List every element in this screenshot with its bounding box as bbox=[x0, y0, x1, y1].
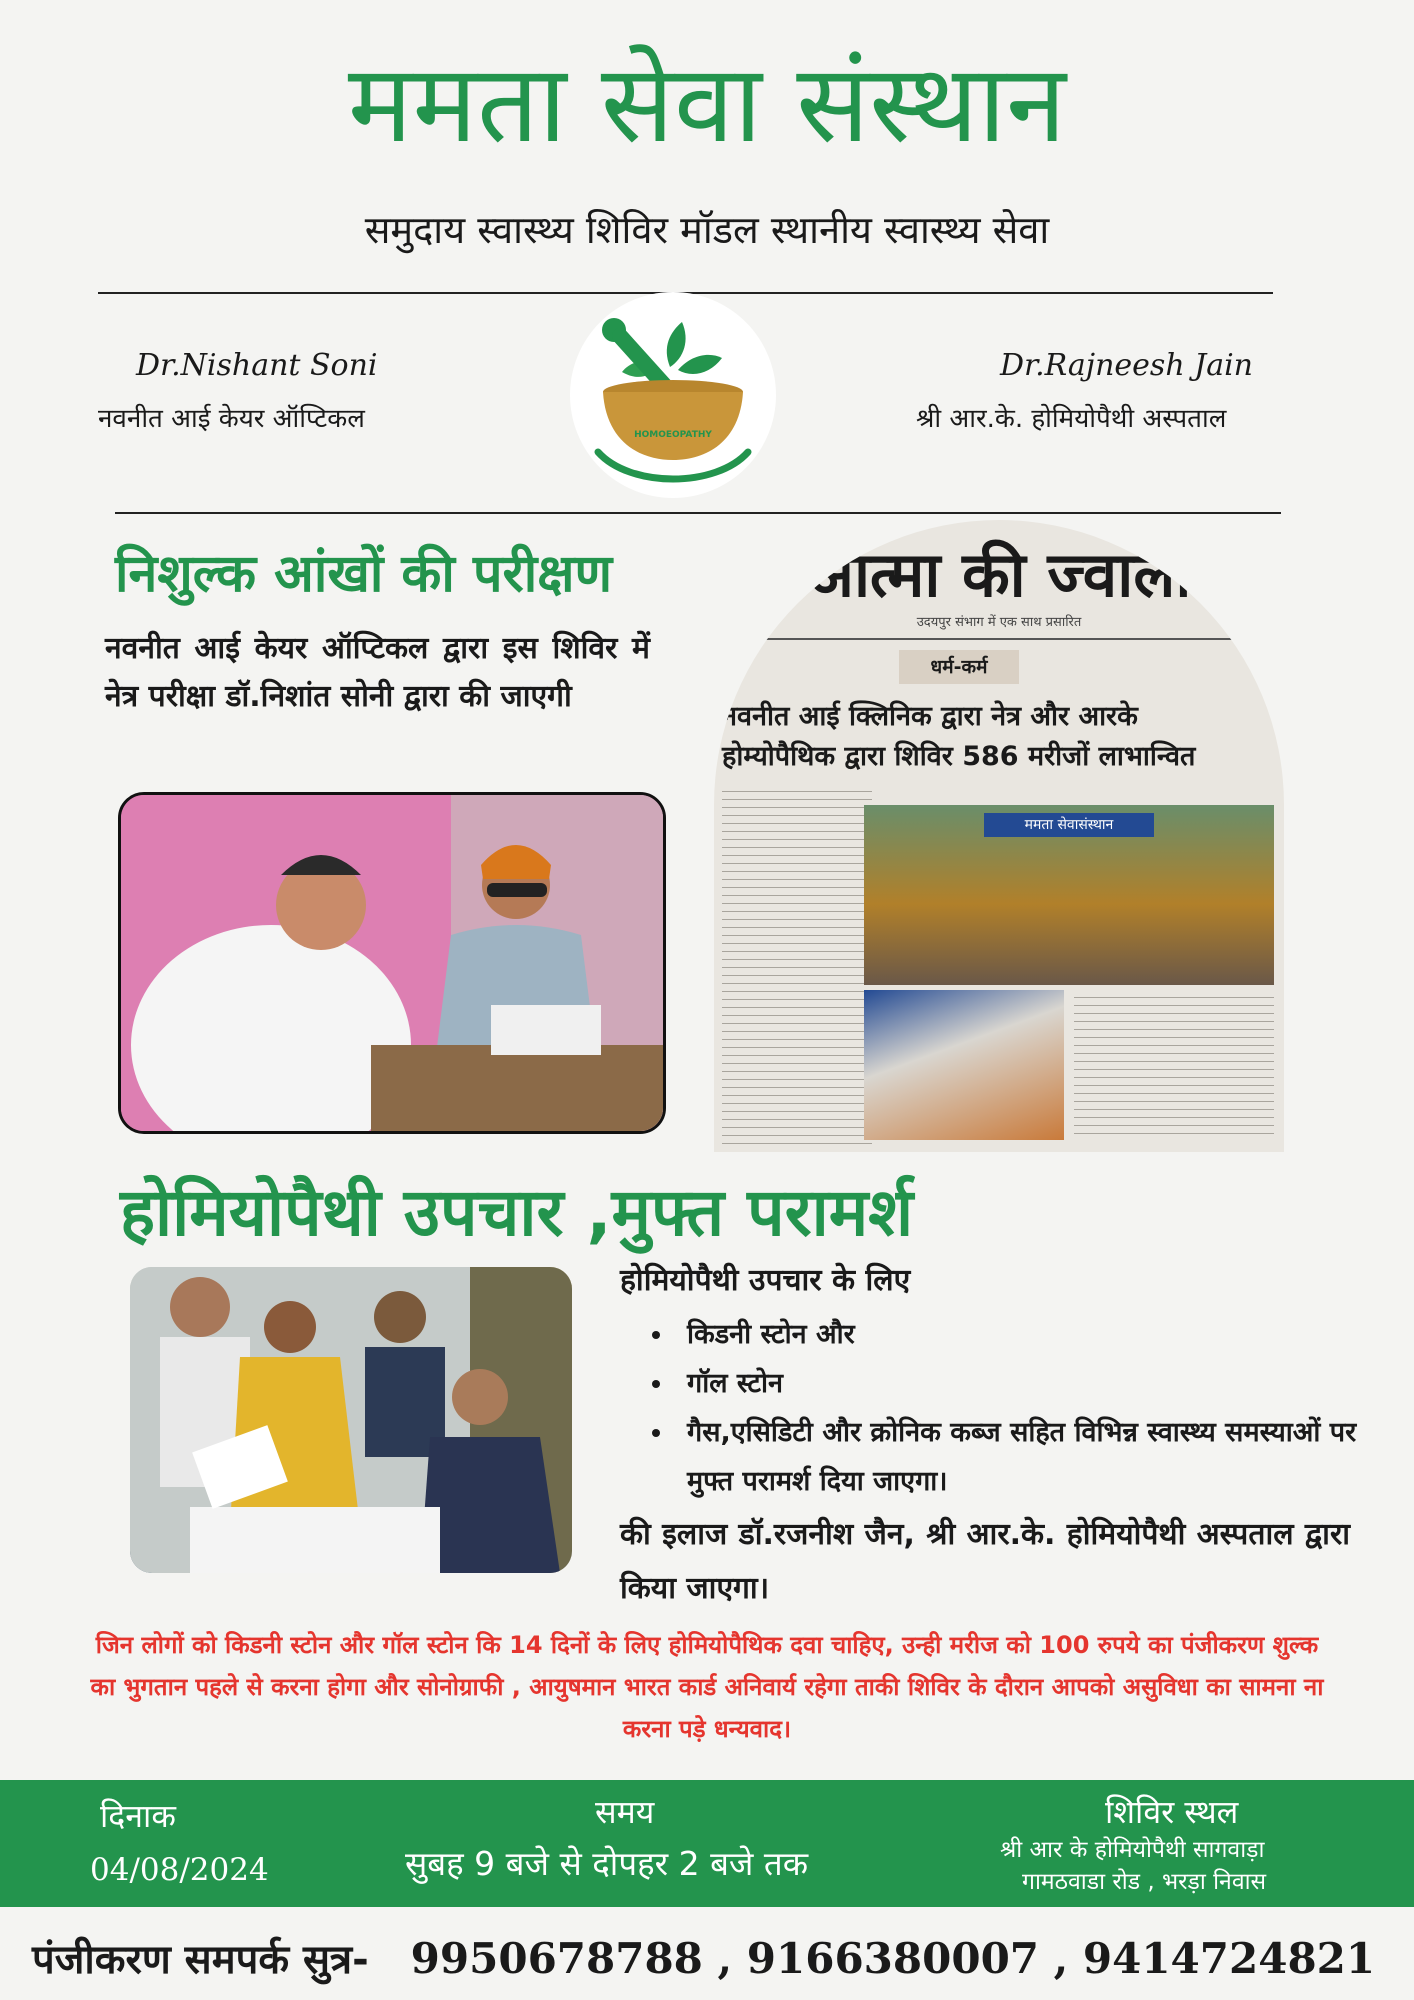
homeo-intro: होमियोपैथी उपचार के लिए bbox=[620, 1263, 911, 1298]
date-value: 04/08/2024 bbox=[90, 1852, 269, 1888]
contact-label: पंजीकरण समपर्क सुत्र- bbox=[32, 1937, 369, 1983]
date-label: दिनाक bbox=[100, 1797, 176, 1835]
newspaper-section: धर्म-कर्म bbox=[899, 650, 1019, 684]
list-item: • गॉल स्टोन bbox=[675, 1359, 1395, 1408]
right-doctor-org: श्री आर.के. होमियोपैथी अस्पताल bbox=[916, 404, 1227, 434]
newspaper-masthead: आत्मा की ज्वाला bbox=[806, 538, 1192, 611]
middle-divider bbox=[115, 512, 1281, 514]
time-value: सुबह 9 बजे से दोपहर 2 बजे तक bbox=[405, 1844, 809, 1883]
eye-section-heading: निशुल्क आंखों की परीक्षण bbox=[115, 544, 613, 604]
newspaper-tagline: उदयपुर संभाग में एक साथ प्रसारित bbox=[916, 615, 1082, 630]
contact-phones: 9950678788 , 9166380007 , 9414724821 bbox=[410, 1934, 1376, 1983]
homeopathy-logo bbox=[570, 292, 776, 498]
page-title: ममता सेवा संस्थान bbox=[347, 42, 1067, 167]
newspaper-photo-banner: ममता सेवासंस्थान bbox=[984, 813, 1154, 837]
mortar-pestle-leaf-icon bbox=[570, 292, 776, 498]
registration-notice: जिन लोगों को किडनी स्टोन और गॉल स्टोन कि 14 दिनों के लिए होमियोपैथिक दवा चाहिए, उन्ही मरीज को 100 रुपये का पंजीकरण शुल्क का भुगतान पहले से करना होगा और सोनोग्राफी , आयुषमान भारत कार्ड अनिवार्य रहेगा ताकी शिविर के दौरान आपको असुविधा का सामना ना करना पड़े धन्यवाद। bbox=[90, 1631, 1324, 1743]
newspaper-group-photo bbox=[864, 805, 1274, 985]
eye-exam-photo bbox=[118, 792, 666, 1134]
logo-text: HOMOEOPATHY bbox=[634, 430, 712, 440]
right-doctor-name: Dr.Rajneesh Jain bbox=[1000, 348, 1254, 383]
homeo-treatment-list bbox=[640, 1310, 1395, 1506]
newspaper-clipping bbox=[714, 520, 1284, 1152]
venue-line-2: गामठवाडा रोड , भरड़ा निवास bbox=[1022, 1869, 1267, 1895]
time-label: समय bbox=[595, 1793, 655, 1831]
list-item: • किडनी स्टोन और bbox=[675, 1310, 1395, 1359]
contact-line bbox=[32, 1930, 1375, 1989]
homeo-consultation-photo bbox=[130, 1267, 572, 1573]
homeo-section-heading: होमियोपैथी उपचार ,मुफ्त परामर्श bbox=[120, 1174, 914, 1251]
page-subtitle: समुदाय स्वास्थ्य शिविर मॉडल स्थानीय स्वास्थ्य सेवा bbox=[364, 208, 1050, 252]
venue-line-1: श्री आर के होमियोपैथी सागवाड़ा bbox=[1000, 1837, 1265, 1863]
camp-details-band bbox=[0, 1780, 1414, 1907]
newspaper-column-text bbox=[722, 784, 872, 1144]
venue-label: शिविर स्थल bbox=[1105, 1793, 1239, 1831]
homeo-treatment-text: की इलाज डॉ.रजनीश जैन, श्री आर.के. होमियोपैथी अस्पताल द्वारा किया जाएगा। bbox=[620, 1517, 1350, 1606]
left-doctor-org: नवनीत आई केयर ऑप्टिकल bbox=[98, 404, 365, 434]
newspaper-headline-1: नवनीत आई क्लिनिक द्वारा नेत्र और आरके bbox=[722, 701, 1138, 732]
list-item: • गैस,एसिडिटी और क्रोनिक कब्ज सहित विभिन्न स्वास्थ्य समस्याओं पर मुफ्त परामर्श दिया जाएगा। bbox=[675, 1408, 1395, 1506]
newspaper-column-text-2 bbox=[1074, 990, 1274, 1140]
eye-section-text: नवनीत आई केयर ऑप्टिकल द्वारा इस शिविर में नेत्र परीक्षा डॉ.निशांत सोनी द्वारा की जाएगी bbox=[105, 631, 650, 714]
left-doctor-name: Dr.Nishant Soni bbox=[136, 348, 378, 383]
newspaper-rule bbox=[724, 638, 1274, 640]
newspaper-camp-photo bbox=[864, 990, 1064, 1140]
newspaper-headline-2: होम्योपैथिक द्वारा शिविर 586 मरीजों लाभान्वित bbox=[722, 741, 1196, 772]
